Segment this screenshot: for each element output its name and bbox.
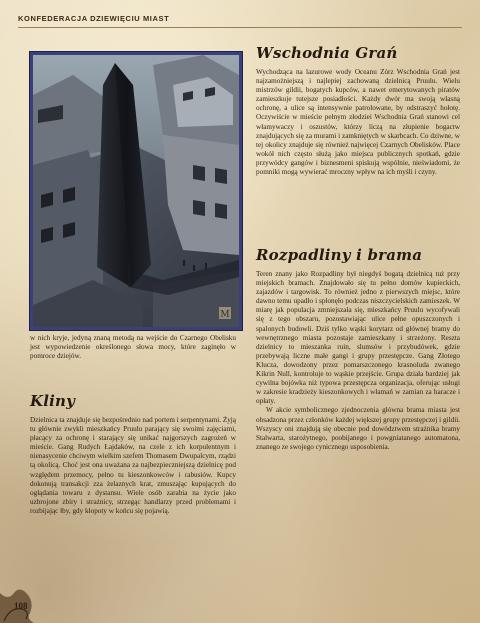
artist-signature: M — [220, 310, 230, 320]
obelisk-scene — [33, 55, 239, 327]
obelisk-illustration — [30, 52, 242, 330]
wschodnia-gran-body — [256, 68, 460, 177]
rozpadliny-heading: Rozpadliny i brama — [256, 246, 423, 264]
kliny-paragraph: Dzielnica ta znajduje się bezpośrednio nad portem i serpentynami. Żyją tu głównie zwykli mieszkańcy Pruulu parający się swoimi zajęciami, płacący za ochronę i starający się unikać najgorszych zagrożeń w mieście. Gang Rudych Łajdaków, na czele z ich korpulentnym i nienasycenie chciwym wielkim szefem Thomasem Dwupalcym, rządzi tą okolicą. Choć jest ona uważana za najbezpieczniejszą dzielnicę pod względem przemocy, pełno tu kieszonkowców i rabusiów. Kupcy dokonują transakcji zza żelaznych krat, zmuszając kupujących do oglądania towaru z dystansu. Wiele osób zarabia na życie jako uzbrojone zbiry i strażnicy, strzegąc handlarzy przed problemami i rozbijając łby, gdy kłopoty w końcu się pojawią. — [30, 416, 236, 515]
kliny-heading: Kliny — [30, 392, 76, 410]
left-column-continuation — [30, 334, 236, 361]
rozpadliny-paragraph-1: Teren znany jako Rozpadliny był niegdyś bogatą dzielnicą tuż przy miejskich bramach. Znajdowało się tu pełno domów kupieckich, zajazdów i targowisk. To również jedno z pierwszych miejsc, które dawno temu upadło i spłonęło podczas niszczycielskich zamieszek. W miarę jak populacja zmniejszała się, mieszkańcy Pruulu wycofywali się z tego obszaru, pozostawiając ulice pełne opuszczonych i spalonych budowli. Dziś tylko wąski korytarz od głównej bramy do wewnętrznego miasta pozostaje zamieszkany i strzeżony. Reszta dzielnicy to mieszanka ruin, slumsów i przybudówek, gdzie przebywają liczne małe gangi i grupy przestępcze. Gang Złotego Klucza, dowodzony przez pomarszczonego krasnoluda zwanego Kikrin Null, kontroluje to wąskie przejście. Grupa działa bardziej jak cywilna bojówka niż typowa przestępcza organizacja, oferując usługi w zakresie kradzieży kieszonkowych i włamań w zamian za haracze i opłaty. — [256, 270, 460, 406]
wschodnia-gran-heading: Wschodnia Grań — [256, 44, 398, 62]
kliny-body — [30, 416, 236, 516]
running-header: KONFEDERACJA DZIEWIĘCIU MIAST — [18, 14, 170, 23]
wschodnia-gran-paragraph: Wychodząca na lazurowe wody Oceanu Zórz Wschodnia Grań jest najzamożniejszą i najlepiej zachowaną dzielnicą Pruulu. Wielu mistrzów gildii, bogatych kupców, a nawet emerytowanych piratów zamieszkuje tutejsze posiadłości. Każdy dwór ma swoją własną ochronę, a ulice są intensywnie patrolowane, by odstraszyć hołotę. Oczywiście w mieście pełnym złodziei Wschodnia Grań stanowi cel włamywaczy i oszustów, którzy liczą na złupienie bogactw znajdujących się za murami i zamkniętych w skarbcach. Co dziwne, w tej okolicy znajduje się również najwięcej Czarnych Obelisków. Place wokół nich często służą jako miejsca publicznych spotkań, gdzie przywódcy gangów i biznesmeni spiskują wspólnie, nieświadomi, że pomniki mogą wywierać mroczny wpływ na ich myśli i czyny. — [256, 68, 460, 177]
page-number-plate — [4, 587, 40, 617]
rozpadliny-body — [256, 270, 460, 452]
rozpadliny-paragraph-2: W akcie symbolicznego zjednoczenia główna brama miasta jest obsadzona przez członków każdej większej grupy przestępczej i gildii. Wszyscy oni znajdują się obecnie pod dowództwem strażnika bramy Stalwarta, starożytnego, poobijanego i powgniatanego automatona, znanego ze swojego cynicznego usposobienia. — [256, 406, 460, 451]
header-divider — [18, 27, 462, 28]
continuation-paragraph: w nich kryje, jedyną znaną metodą na wejście do Czarnego Obelisku jest wypowiedzenie określonego słowa mocy, które zaginęło w pomroce dziejów. — [30, 334, 236, 361]
page-number: 108 — [14, 601, 28, 611]
